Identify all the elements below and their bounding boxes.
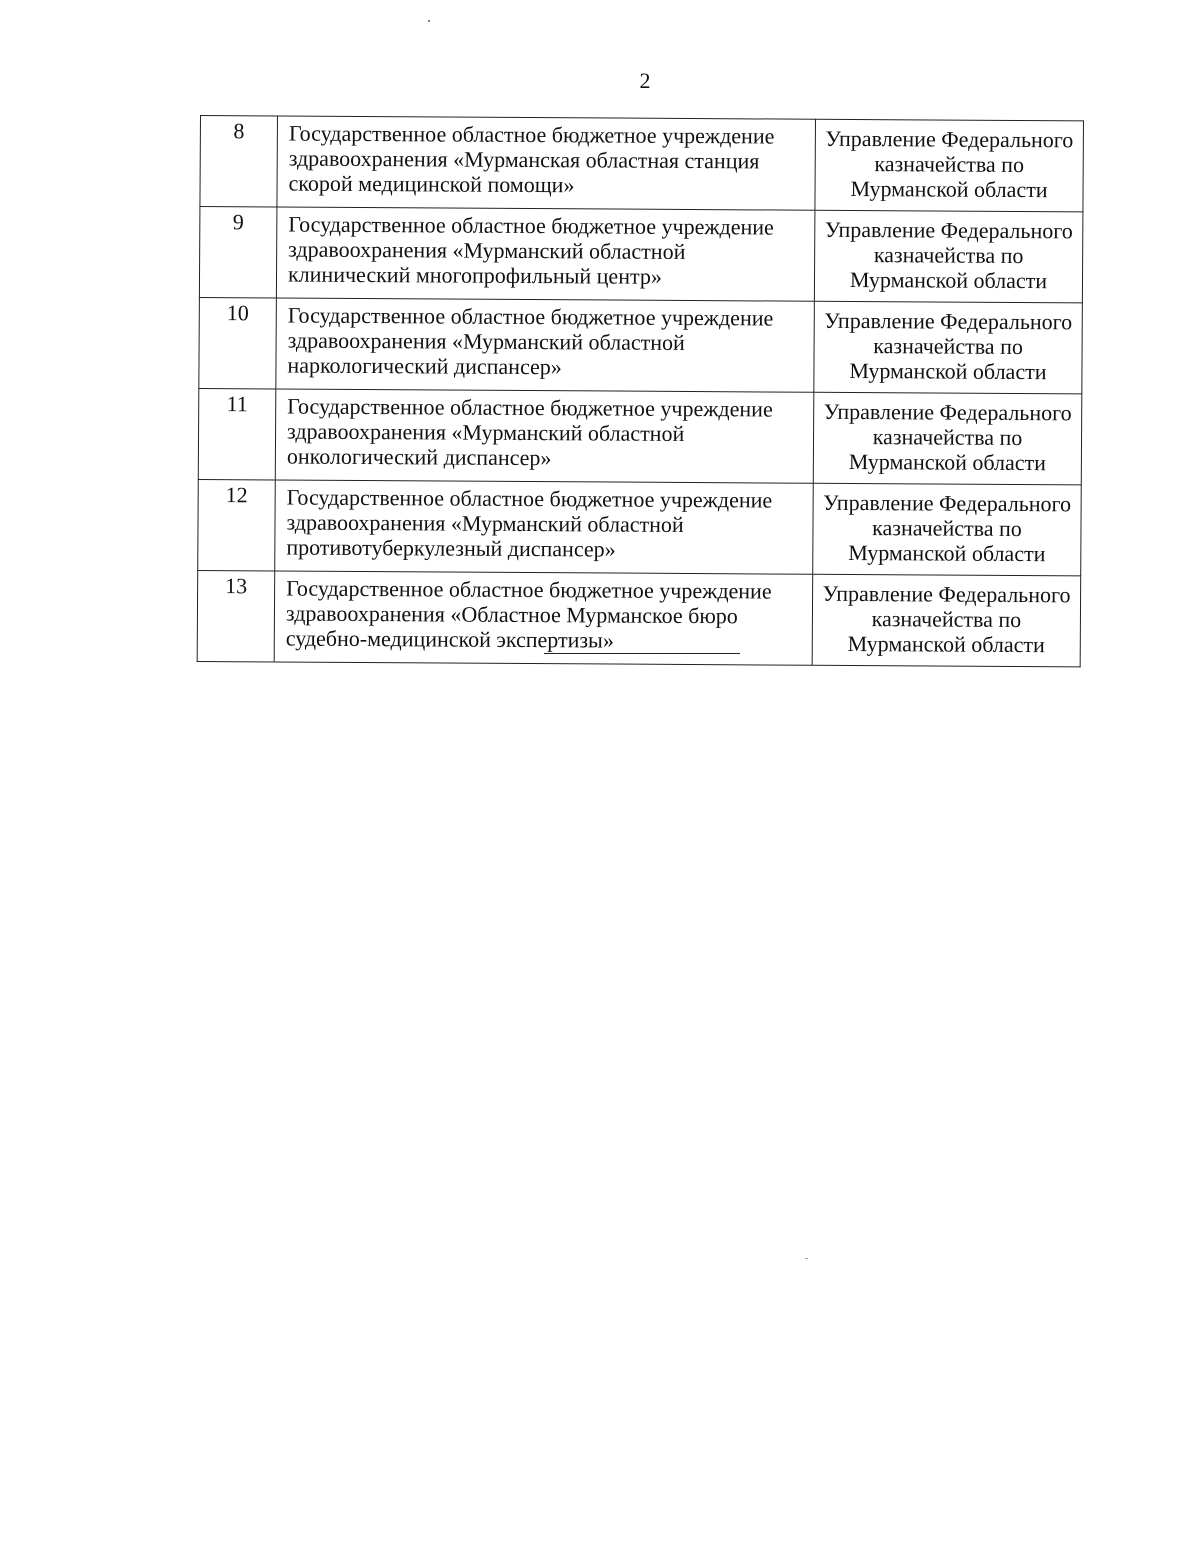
table-row <box>199 297 1083 393</box>
end-of-document-line <box>544 653 740 654</box>
organization-name-line: Государственное областное бюджетное учреждение <box>287 393 773 422</box>
treasury-name-line: казначейства по <box>874 151 1025 178</box>
treasury-name-line: казначейства по <box>872 424 1023 451</box>
row-number: 12 <box>198 479 276 570</box>
treasury-name-line: казначейства по <box>873 242 1024 269</box>
organization-name-line: судебно-медицинской экспертизы» <box>285 625 614 653</box>
table-row <box>199 207 1083 303</box>
treasury-cell <box>813 392 1082 485</box>
organization-name-line: здравоохранения «Областное Мурманское бюро <box>285 600 738 629</box>
treasury-cell <box>815 119 1084 212</box>
organization-name-line: Государственное областное бюджетное учреждение <box>288 120 775 149</box>
treasury-cell <box>814 301 1083 394</box>
organization-name-line: здравоохранения «Мурманский областной <box>286 509 684 537</box>
organization-name-line: здравоохранения «Мурманский областной <box>288 236 686 264</box>
table-row <box>198 479 1082 575</box>
treasury-name-line: Управление Федерального <box>823 489 1072 517</box>
organization-name-line: противотуберкулезный диспансер» <box>286 534 616 562</box>
treasury-name-line: Управление Федерального <box>822 580 1071 608</box>
page-number: 2 <box>639 68 651 93</box>
row-number: 13 <box>197 570 275 661</box>
organization-name-line: клинический многопрофильный центр» <box>287 261 662 289</box>
organization-cell <box>275 389 814 483</box>
row-number: 8 <box>200 116 278 207</box>
treasury-cell <box>814 210 1083 303</box>
treasury-name-line: Мурманской области <box>850 175 1048 203</box>
institutions-table-container <box>197 115 1084 667</box>
treasury-name-line: казначейства по <box>873 333 1023 360</box>
organization-cell <box>276 207 815 301</box>
organization-cell <box>276 298 815 392</box>
organization-name-line: Государственное областное бюджетное учреждение <box>287 302 774 331</box>
organization-name-line: здравоохранения «Мурманский областной <box>286 418 685 446</box>
treasury-name-line: Мурманской области <box>849 266 1048 294</box>
organization-name-line: скорой медицинской помощи» <box>288 170 575 198</box>
treasury-cell <box>813 483 1082 576</box>
treasury-name-line: Мурманской области <box>847 630 1045 658</box>
institutions-table <box>197 115 1084 667</box>
row-number: 11 <box>198 388 276 479</box>
organization-name-line: здравоохранения «Мурманская областная станция <box>288 145 760 174</box>
treasury-name-line: Мурманской области <box>848 448 1047 476</box>
scan-speck <box>428 20 430 22</box>
row-number: 10 <box>199 297 277 388</box>
table-body <box>197 116 1083 667</box>
treasury-name-line: Управление Федерального <box>823 398 1072 426</box>
row-number: 9 <box>199 207 277 298</box>
treasury-name-line: Управление Федерального <box>825 125 1074 153</box>
table-row <box>200 116 1084 212</box>
organization-name-line: Государственное областное бюджетное учреждение <box>286 484 773 513</box>
organization-name-line: онкологический диспансер» <box>286 443 552 471</box>
table-row <box>198 388 1082 484</box>
treasury-name-line: Управление Федерального <box>824 216 1073 244</box>
organization-name-line: здравоохранения «Мурманский областной <box>287 327 685 355</box>
treasury-name-line: казначейства по <box>871 606 1022 633</box>
organization-name-line: Государственное областное бюджетное учреждение <box>286 575 772 604</box>
treasury-name-line: Мурманской области <box>849 357 1047 385</box>
organization-cell <box>275 480 814 574</box>
treasury-name-line: казначейства по <box>872 515 1022 542</box>
treasury-cell <box>812 574 1081 667</box>
organization-name-line: Государственное областное бюджетное учреждение <box>288 211 774 240</box>
organization-cell <box>274 571 813 665</box>
organization-cell <box>277 116 816 210</box>
treasury-name-line: Управление Федерального <box>824 307 1073 335</box>
organization-name-line: наркологический диспансер» <box>287 352 562 380</box>
treasury-name-line: Мурманской области <box>848 539 1046 567</box>
scan-speck <box>805 1258 808 1259</box>
